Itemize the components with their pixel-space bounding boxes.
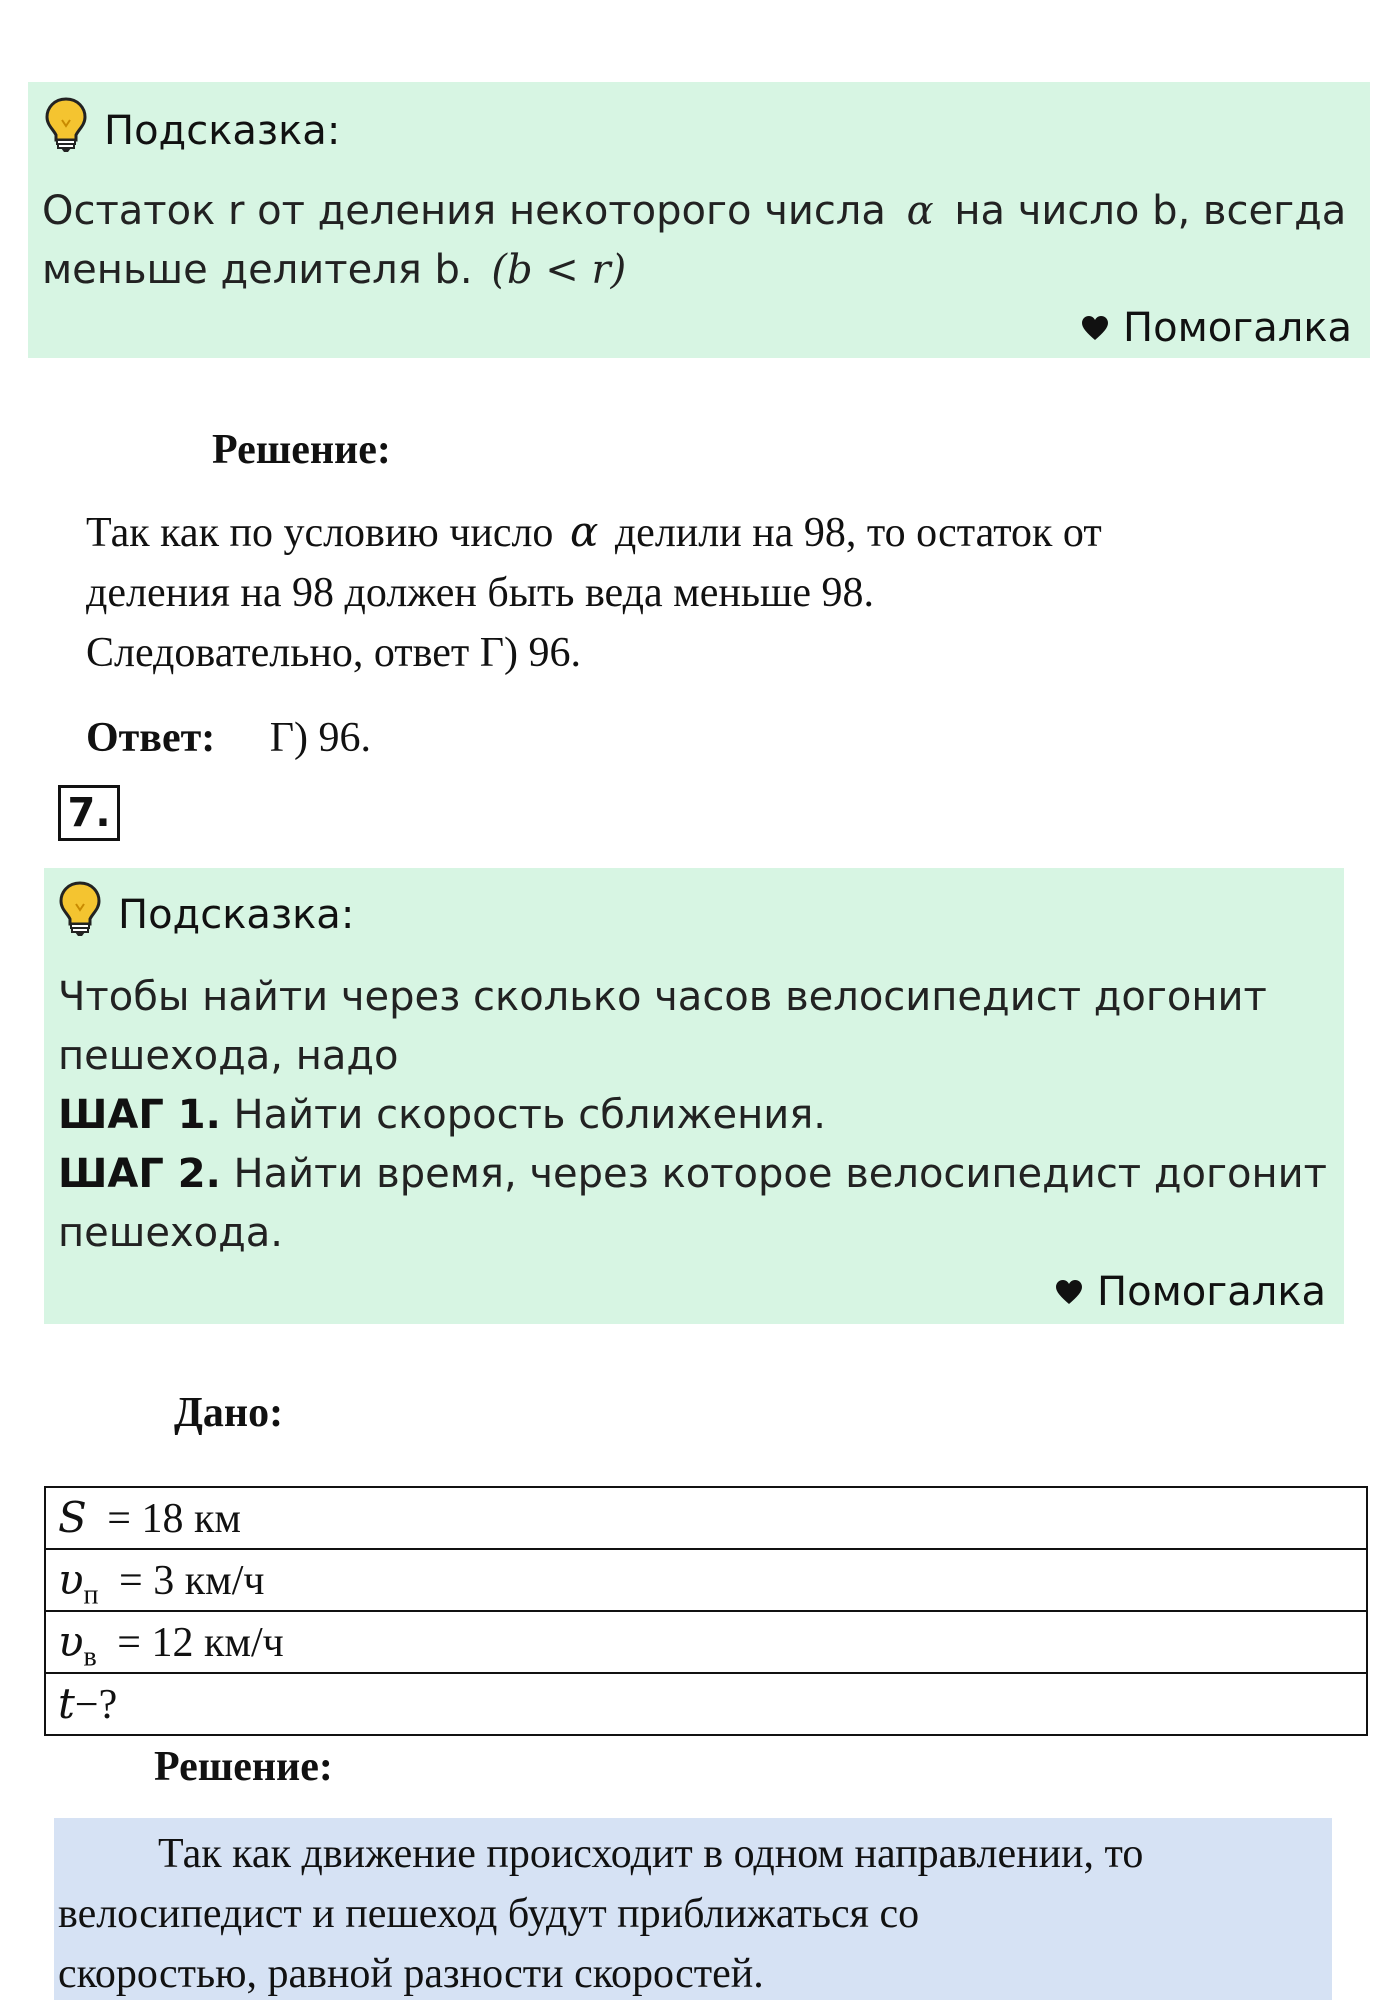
math-variable: α: [569, 507, 599, 556]
hint-title: Подсказка:: [104, 107, 341, 154]
given-value: = 18 км: [107, 1496, 241, 1542]
math-variable: υ: [58, 1617, 84, 1666]
hint-footer: [1055, 1268, 1326, 1316]
solution-line: деления на 98 должен быть веда меньше 98.: [86, 570, 874, 616]
hint-title: Подсказка:: [118, 891, 355, 938]
hint-line: Чтобы найти через сколько часов велосипедист догонит: [58, 974, 1267, 1020]
step-label: ШАГ 1.: [58, 1092, 221, 1138]
solution-heading: Решение:: [212, 427, 391, 473]
hint-line: [42, 182, 1346, 241]
hint-line: пешехода.: [58, 1210, 283, 1256]
hint-text: [58, 968, 1327, 1263]
given-value: −?: [74, 1682, 118, 1728]
answer-row: [86, 708, 371, 768]
math-inequality: (b < r): [491, 247, 627, 293]
hint-footer-label: Помогалка: [1097, 1269, 1326, 1315]
given-value: = 12 км/ч: [117, 1620, 284, 1666]
hint-line: [42, 241, 1346, 300]
hint-box-2: [44, 868, 1344, 1324]
given-row: [46, 1488, 1366, 1550]
hint-line: пешехода, надо: [58, 1033, 399, 1079]
given-row: [46, 1612, 1366, 1674]
hint-text-part: на число b, всегда: [954, 188, 1347, 234]
solution-box: [54, 1818, 1332, 2000]
math-variable: t: [58, 1679, 75, 1728]
hint-title-row: [58, 880, 354, 949]
step-text: Найти время, через которое велосипедист догонит: [233, 1151, 1327, 1197]
lightbulb-icon: [44, 96, 88, 165]
solution-line: [86, 502, 1102, 563]
lightbulb-icon: [58, 880, 102, 949]
math-variable: S: [58, 1493, 87, 1542]
hint-step-2: [58, 1145, 1327, 1204]
heart-icon: [1055, 1268, 1083, 1316]
solution-line: Так как движение происходит в одном направлении, то: [158, 1831, 1144, 1877]
math-variable: υ: [58, 1555, 84, 1604]
hint-text-part: Остаток r от деления некоторого числа: [42, 188, 886, 234]
solution-line: скоростью, равной разности скоростей.: [58, 1951, 764, 1997]
given-value: = 3 км/ч: [119, 1558, 265, 1604]
solution-line: велосипедист и пешеход будут приближаться со: [58, 1891, 920, 1937]
hint-box-1: [28, 82, 1370, 358]
math-variable: α: [906, 188, 934, 234]
step-label: ШАГ 2.: [58, 1151, 221, 1197]
heart-icon: [1081, 304, 1109, 352]
solution-heading-2: Решение:: [154, 1744, 333, 1790]
step-text: Найти скорость сближения.: [233, 1092, 826, 1138]
solution-text: [86, 502, 1102, 683]
hint-footer-label: Помогалка: [1123, 305, 1352, 351]
given-row: [46, 1674, 1366, 1734]
solution-line: Следовательно, ответ Г) 96.: [86, 630, 581, 676]
hint-step-1: [58, 1086, 1327, 1145]
given-row: [46, 1550, 1366, 1612]
given-table: [44, 1486, 1368, 1736]
task-number: 7.: [58, 785, 120, 841]
hint-footer: [1081, 304, 1352, 352]
math-subscript: п: [83, 1579, 99, 1611]
math-subscript: в: [83, 1641, 97, 1673]
given-heading: Дано:: [174, 1390, 284, 1436]
solution-text-part: Так как по условию число: [86, 510, 554, 556]
hint-text-part: меньше делителя b.: [42, 247, 473, 293]
hint-text: [42, 182, 1346, 300]
hint-title-row: [44, 96, 340, 165]
answer-label: Ответ:: [86, 715, 216, 761]
solution-text-part: делили на 98, то остаток от: [614, 510, 1102, 556]
answer-value: Г) 96.: [269, 715, 372, 761]
